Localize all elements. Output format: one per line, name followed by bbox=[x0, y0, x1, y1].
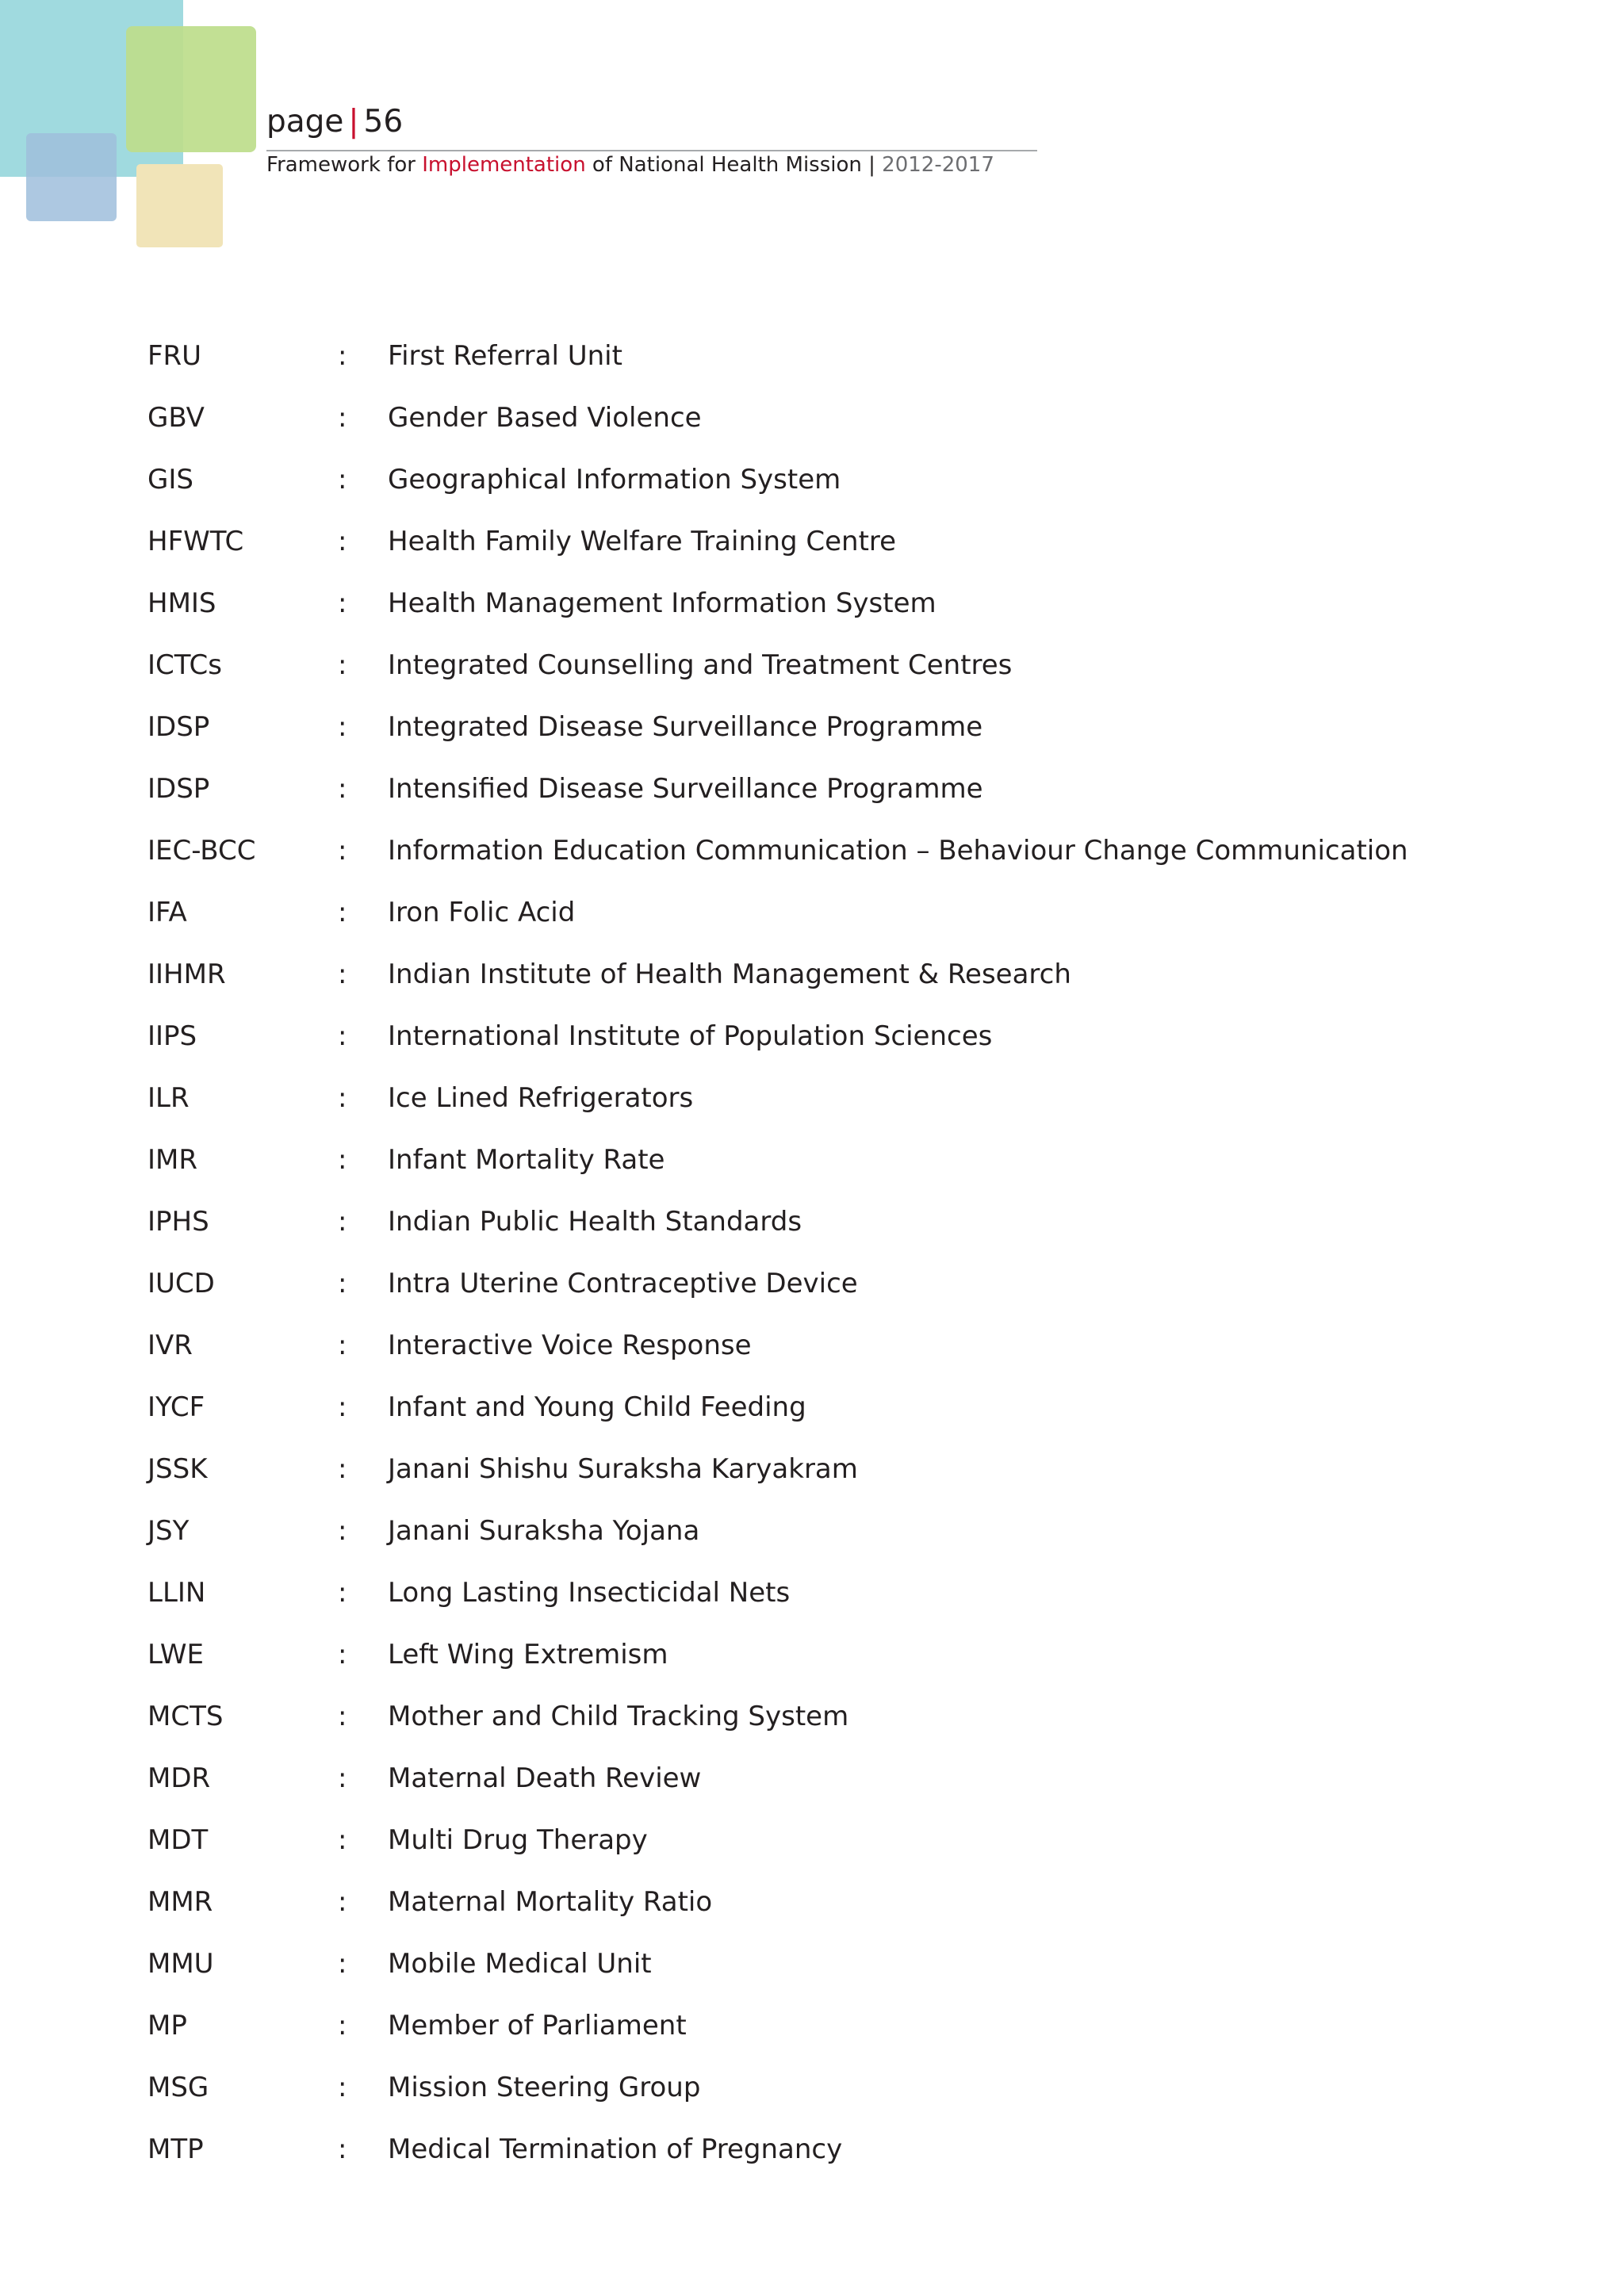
abbreviation-row bbox=[147, 705, 1496, 767]
abbreviation-colon: : bbox=[338, 1577, 347, 1609]
abbreviation-row bbox=[147, 1385, 1496, 1447]
abbreviation-row bbox=[147, 1261, 1496, 1323]
abbreviation-code: MTP bbox=[147, 2133, 204, 2165]
abbreviation-row bbox=[147, 396, 1496, 457]
abbreviation-row bbox=[147, 2127, 1496, 2189]
abbreviation-description: Integrated Disease Surveillance Programme bbox=[388, 711, 983, 743]
abbreviation-colon: : bbox=[338, 464, 347, 496]
abbreviation-colon: : bbox=[338, 649, 347, 681]
abbreviation-colon: : bbox=[338, 959, 347, 990]
abbreviation-row bbox=[147, 581, 1496, 643]
abbreviation-description: Indian Public Health Standards bbox=[388, 1206, 802, 1238]
abbreviation-code: JSSK bbox=[147, 1453, 208, 1485]
abbreviation-row bbox=[147, 1323, 1496, 1385]
decor-square-green bbox=[126, 26, 256, 152]
abbreviation-colon: : bbox=[338, 1206, 347, 1238]
abbreviation-description: Mission Steering Group bbox=[388, 2072, 701, 2103]
abbreviation-colon: : bbox=[338, 773, 347, 805]
abbreviation-colon: : bbox=[338, 526, 347, 557]
abbreviation-description: Indian Institute of Health Management & Research bbox=[388, 959, 1071, 990]
abbreviation-description: Mobile Medical Unit bbox=[388, 1948, 652, 1980]
abbreviation-code: LLIN bbox=[147, 1577, 206, 1609]
abbreviation-code: ILR bbox=[147, 1082, 190, 1114]
page-number: 56 bbox=[363, 104, 404, 140]
abbreviation-code: HMIS bbox=[147, 587, 216, 619]
abbreviation-row bbox=[147, 1756, 1496, 1818]
abbreviation-description: International Institute of Population Sciences bbox=[388, 1020, 993, 1052]
abbreviation-code: IIPS bbox=[147, 1020, 197, 1052]
abbreviation-description: Interactive Voice Response bbox=[388, 1330, 752, 1361]
abbreviation-code: FRU bbox=[147, 340, 202, 372]
abbreviation-colon: : bbox=[338, 1515, 347, 1547]
abbreviation-description: Health Family Welfare Training Centre bbox=[388, 526, 897, 557]
abbreviation-row bbox=[147, 2065, 1496, 2127]
abbreviation-code: IDSP bbox=[147, 773, 210, 805]
page-number-label bbox=[266, 101, 403, 143]
abbreviation-colon: : bbox=[338, 340, 347, 372]
abbreviation-colon: : bbox=[338, 2133, 347, 2165]
abbreviation-description: Medical Termination of Pregnancy bbox=[388, 2133, 843, 2165]
abbreviation-code: MSG bbox=[147, 2072, 209, 2103]
abbreviation-code: MDR bbox=[147, 1762, 211, 1794]
abbreviation-description: Geographical Information System bbox=[388, 464, 841, 496]
abbreviation-row bbox=[147, 828, 1496, 890]
abbreviation-code: GIS bbox=[147, 464, 193, 496]
abbreviation-row bbox=[147, 1942, 1496, 2003]
abbreviation-row bbox=[147, 1200, 1496, 1261]
abbreviation-code: MCTS bbox=[147, 1701, 224, 1732]
abbreviation-colon: : bbox=[338, 1762, 347, 1794]
abbreviation-code: GBV bbox=[147, 402, 205, 434]
abbreviation-colon: : bbox=[338, 1330, 347, 1361]
abbreviation-colon: : bbox=[338, 1948, 347, 1980]
abbreviation-colon: : bbox=[338, 1144, 347, 1176]
abbreviation-description: Maternal Death Review bbox=[388, 1762, 702, 1794]
abbreviation-colon: : bbox=[338, 711, 347, 743]
abbreviation-row bbox=[147, 1138, 1496, 1200]
abbreviation-code: IPHS bbox=[147, 1206, 209, 1238]
abbreviation-colon: : bbox=[338, 1886, 347, 1918]
abbreviation-row bbox=[147, 767, 1496, 828]
abbreviation-description: Infant and Young Child Feeding bbox=[388, 1391, 806, 1423]
abbreviation-colon: : bbox=[338, 1020, 347, 1052]
abbreviation-colon: : bbox=[338, 402, 347, 434]
abbreviation-row bbox=[147, 334, 1496, 396]
abbreviation-code: MMR bbox=[147, 1886, 213, 1918]
abbreviation-description: Health Management Information System bbox=[388, 587, 936, 619]
abbreviation-description: Ice Lined Refrigerators bbox=[388, 1082, 694, 1114]
page-separator: | bbox=[348, 104, 359, 140]
abbreviation-code: IIHMR bbox=[147, 959, 226, 990]
abbreviation-row bbox=[147, 457, 1496, 519]
abbreviation-description: Information Education Communication – Behaviour Change Communication bbox=[388, 835, 1408, 867]
abbreviation-colon: : bbox=[338, 2072, 347, 2103]
abbreviation-description: Multi Drug Therapy bbox=[388, 1824, 648, 1856]
decor-square-blue bbox=[26, 133, 117, 221]
abbreviation-colon: : bbox=[338, 587, 347, 619]
abbreviation-row bbox=[147, 1447, 1496, 1509]
abbreviation-code: IUCD bbox=[147, 1268, 215, 1299]
abbreviation-description: Integrated Counselling and Treatment Centres bbox=[388, 649, 1013, 681]
abbreviation-code: LWE bbox=[147, 1639, 204, 1670]
abbreviation-description: Janani Shishu Suraksha Karyakram bbox=[388, 1453, 858, 1485]
running-header bbox=[266, 151, 994, 179]
abbreviation-colon: : bbox=[338, 1453, 347, 1485]
abbreviation-code: IEC-BCC bbox=[147, 835, 256, 867]
abbreviation-description: Infant Mortality Rate bbox=[388, 1144, 665, 1176]
abbreviation-code: ICTCs bbox=[147, 649, 222, 681]
abbreviation-colon: : bbox=[338, 1082, 347, 1114]
abbreviation-description: Janani Suraksha Yojana bbox=[388, 1515, 700, 1547]
abbreviation-row bbox=[147, 1571, 1496, 1632]
abbreviation-description: Maternal Mortality Ratio bbox=[388, 1886, 713, 1918]
abbreviation-row bbox=[147, 643, 1496, 705]
abbreviation-row bbox=[147, 1076, 1496, 1138]
abbreviation-code: IYCF bbox=[147, 1391, 205, 1423]
abbreviation-code: JSY bbox=[147, 1515, 190, 1547]
abbreviation-row bbox=[147, 952, 1496, 1014]
abbreviation-description: Left Wing Extremism bbox=[388, 1639, 668, 1670]
abbreviation-description: Gender Based Violence bbox=[388, 402, 702, 434]
framework-years: 2012-2017 bbox=[882, 153, 994, 177]
abbreviation-description: Intensified Disease Surveillance Programme bbox=[388, 773, 983, 805]
abbreviation-description: Mother and Child Tracking System bbox=[388, 1701, 849, 1732]
framework-prefix: Framework for bbox=[266, 153, 423, 177]
abbreviation-code: HFWTC bbox=[147, 526, 244, 557]
abbreviation-list bbox=[147, 334, 1496, 2189]
abbreviation-colon: : bbox=[338, 1391, 347, 1423]
abbreviation-row bbox=[147, 519, 1496, 581]
framework-suffix: of National Health Mission | bbox=[585, 153, 883, 177]
abbreviation-description: First Referral Unit bbox=[388, 340, 622, 372]
abbreviation-row bbox=[147, 1694, 1496, 1756]
abbreviation-code: IDSP bbox=[147, 711, 210, 743]
abbreviation-row bbox=[147, 2003, 1496, 2065]
abbreviation-description: Intra Uterine Contraceptive Device bbox=[388, 1268, 858, 1299]
abbreviation-colon: : bbox=[338, 1701, 347, 1732]
abbreviation-code: IVR bbox=[147, 1330, 193, 1361]
abbreviation-colon: : bbox=[338, 897, 347, 928]
abbreviation-code: MMU bbox=[147, 1948, 214, 1980]
framework-highlight: Implementation bbox=[422, 153, 586, 177]
abbreviation-code: MDT bbox=[147, 1824, 209, 1856]
abbreviation-colon: : bbox=[338, 1824, 347, 1856]
abbreviation-colon: : bbox=[338, 1639, 347, 1670]
abbreviation-row bbox=[147, 1632, 1496, 1694]
abbreviation-code: MP bbox=[147, 2010, 187, 2042]
abbreviation-row bbox=[147, 1014, 1496, 1076]
abbreviation-row bbox=[147, 890, 1496, 952]
decor-square-yellow bbox=[136, 164, 223, 247]
abbreviation-description: Iron Folic Acid bbox=[388, 897, 576, 928]
page-word: page bbox=[266, 104, 344, 140]
abbreviation-row bbox=[147, 1509, 1496, 1571]
abbreviation-colon: : bbox=[338, 1268, 347, 1299]
abbreviation-colon: : bbox=[338, 2010, 347, 2042]
abbreviation-code: IFA bbox=[147, 897, 187, 928]
abbreviation-description: Long Lasting Insecticidal Nets bbox=[388, 1577, 791, 1609]
abbreviation-code: IMR bbox=[147, 1144, 197, 1176]
abbreviation-row bbox=[147, 1818, 1496, 1880]
abbreviation-row bbox=[147, 1880, 1496, 1942]
abbreviation-colon: : bbox=[338, 835, 347, 867]
abbreviation-description: Member of Parliament bbox=[388, 2010, 687, 2042]
